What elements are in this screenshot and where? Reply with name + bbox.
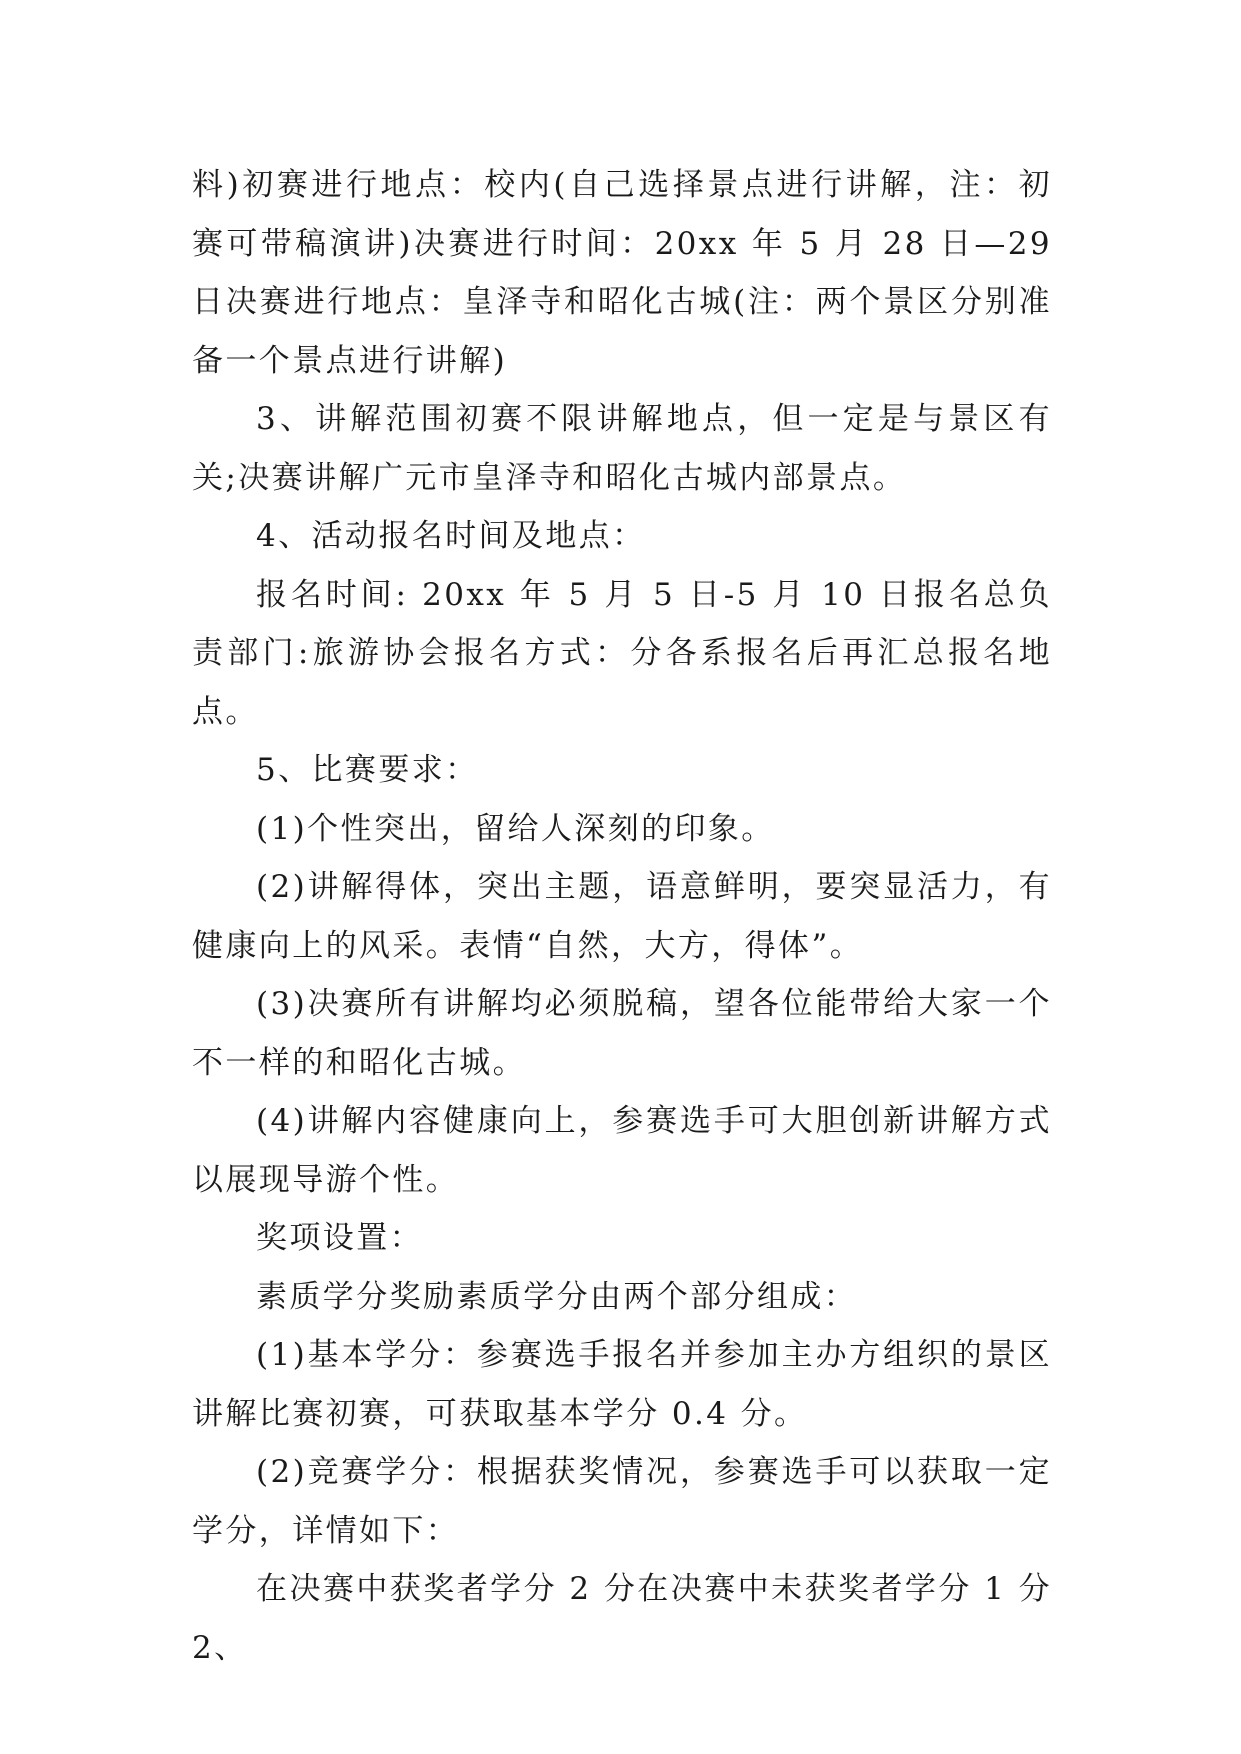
paragraph-awards-heading: 奖项设置： <box>256 1220 423 1256</box>
paragraph-credit-basic: (1)基本学分：参赛选手报名并参加主办方组织的景区讲解比赛初赛，可获取基本学分 0.4 分。 <box>192 1337 1052 1432</box>
paragraph-requirement-3: (3)决赛所有讲解均必须脱稿，望各位能带给大家一个不一样的和昭化古城。 <box>192 986 1052 1081</box>
paragraph-requirement-4: (4)讲解内容健康向上，参赛选手可大胆创新讲解方式以展现导游个性。 <box>192 1103 1052 1198</box>
paragraph-requirement-2: (2)讲解得体，突出主题，语意鲜明，要突显活力，有健康向上的风采。表情“自然，大方，得体”。 <box>192 869 1052 964</box>
paragraph-requirements-heading: 5、比赛要求： <box>256 752 479 788</box>
paragraph-credit-final: 在决赛中获奖者学分 2 分在决赛中未获奖者学分 1 分 2、 <box>192 1571 1052 1666</box>
paragraph-scope: 3、讲解范围初赛不限讲解地点，但一定是与景区有关;决赛讲解广元市皇泽寺和昭化古城内部景点。 <box>192 401 1052 496</box>
paragraph-registration-heading: 4、活动报名时间及地点： <box>256 518 646 554</box>
paragraph-registration-details: 报名时间: 20xx 年 5 月 5 日-5 月 10 日报名总负责部门:旅游协会报名方式：分各系报名后再汇总报名地点。 <box>192 576 1052 730</box>
document-body <box>192 156 1052 1677</box>
paragraph-credit-competition: (2)竞赛学分：根据获奖情况，参赛选手可以获取一定学分，详情如下： <box>192 1454 1052 1549</box>
paragraph-venue-schedule: 料)初赛进行地点：校内(自己选择景点进行讲解，注：初赛可带稿演讲)决赛进行时间：20xx 年 5 月 28 日—29 日决赛进行地点：皇泽寺和昭化古城(注：两个景区分别准备一个景点进行讲解) <box>192 167 1052 379</box>
paragraph-credits-intro: 素质学分奖励素质学分由两个部分组成： <box>256 1278 858 1315</box>
paragraph-requirement-1: (1)个性突出，留给人深刻的印象。 <box>256 810 775 847</box>
